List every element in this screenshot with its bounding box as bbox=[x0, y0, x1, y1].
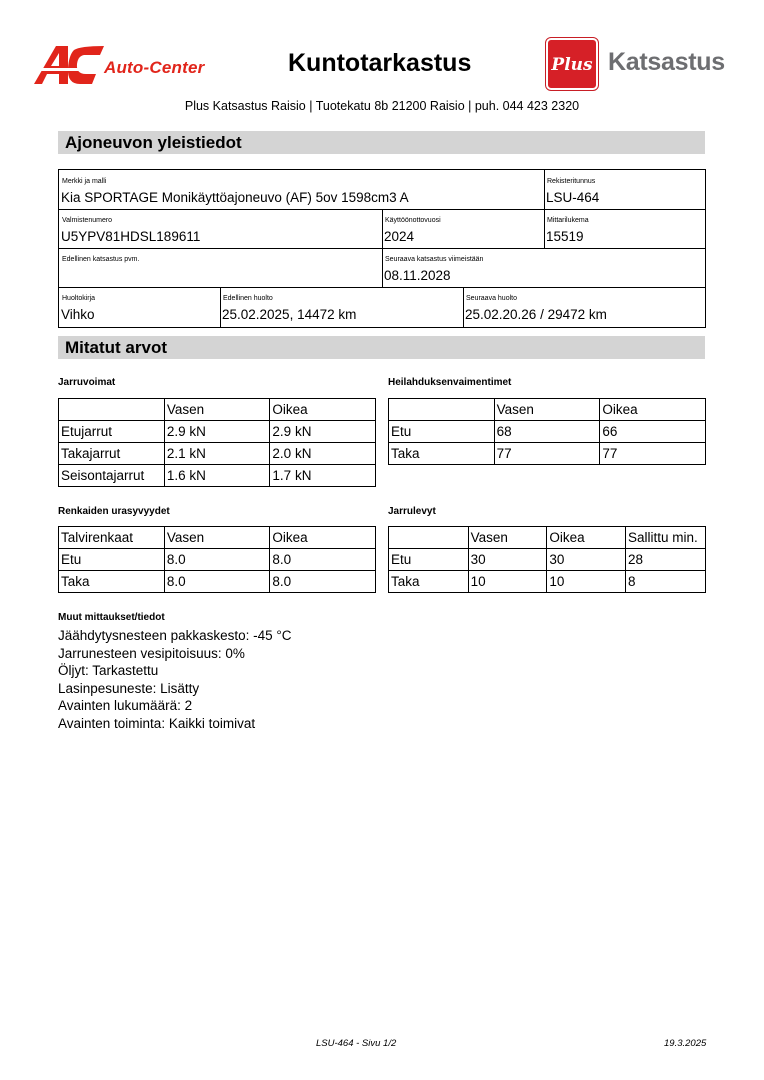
page-title: Kuntotarkastus bbox=[288, 49, 472, 77]
section-general-title: Ajoneuvon yleistiedot bbox=[58, 131, 705, 154]
table-row bbox=[59, 443, 376, 465]
auto-center-logo bbox=[34, 44, 224, 86]
table-cell: 10 bbox=[547, 571, 626, 593]
shocks-title: Heilahduksenvaimentimet bbox=[388, 377, 512, 388]
service-book-value: Vihko bbox=[61, 307, 95, 322]
table-header-cell: Vasen bbox=[468, 527, 547, 549]
table-cell: 8.0 bbox=[164, 549, 270, 571]
table-cell: Seisontajarrut bbox=[59, 465, 165, 487]
table-cell: 30 bbox=[468, 549, 547, 571]
table-cell: 2.1 kN bbox=[164, 443, 270, 465]
list-item: Jarrunesteen vesipitoisuus: 0% bbox=[58, 645, 245, 661]
footer-page-number: LSU-464 - Sivu 1/2 bbox=[316, 1038, 397, 1049]
table-header-row bbox=[389, 527, 706, 549]
table-header-cell bbox=[59, 399, 165, 421]
table-row bbox=[59, 465, 376, 487]
table-cell: 8.0 bbox=[270, 571, 376, 593]
vin-label: Valmistenumero bbox=[62, 217, 113, 224]
brakes-table bbox=[58, 398, 376, 487]
table-header-cell: Vasen bbox=[164, 399, 270, 421]
previous-service-label: Edellinen huolto bbox=[223, 295, 273, 302]
table-cell: 10 bbox=[468, 571, 547, 593]
table-row bbox=[389, 421, 706, 443]
vehicle-info-grid bbox=[58, 169, 706, 328]
table-cell: Taka bbox=[389, 443, 495, 465]
table-row bbox=[59, 571, 376, 593]
brakes-title: Jarruvoimat bbox=[58, 377, 116, 388]
table-cell: Etu bbox=[59, 549, 165, 571]
table-header-cell: Sallittu min. bbox=[626, 527, 706, 549]
plus-logo-text: Katsastus bbox=[608, 48, 725, 76]
next-inspection-value: 08.11.2028 bbox=[384, 268, 451, 283]
table-header-cell: Oikea bbox=[270, 399, 376, 421]
table-cell: Taka bbox=[389, 571, 469, 593]
table-row bbox=[59, 549, 376, 571]
table-cell: 66 bbox=[600, 421, 706, 443]
table-cell: 1.7 kN bbox=[270, 465, 376, 487]
odometer-label: Mittarilukema bbox=[547, 217, 589, 224]
table-header-cell: Talvirenkaat bbox=[59, 527, 165, 549]
make-model-value: Kia SPORTAGE Monikäyttöajoneuvo (AF) 5ov 1598cm3 A bbox=[61, 190, 409, 205]
misc-list bbox=[58, 627, 292, 732]
first-use-year-value: 2024 bbox=[384, 229, 415, 244]
previous-inspection-label: Edellinen katsastus pvm. bbox=[62, 256, 140, 263]
table-header-cell: Oikea bbox=[270, 527, 376, 549]
table-header-row bbox=[59, 399, 376, 421]
table-cell: 68 bbox=[494, 421, 600, 443]
table-header-cell: Oikea bbox=[547, 527, 626, 549]
table-cell: 2.0 kN bbox=[270, 443, 376, 465]
table-header-cell: Oikea bbox=[600, 399, 706, 421]
table-cell: 2.9 kN bbox=[270, 421, 376, 443]
auto-center-emblem-icon bbox=[34, 44, 108, 86]
table-cell: 1.6 kN bbox=[164, 465, 270, 487]
table-header-cell bbox=[389, 527, 469, 549]
station-address: Plus Katsastus Raisio | Tuotekatu 8b 21200 Raisio | puh. 044 423 2320 bbox=[184, 99, 580, 113]
table-header-row bbox=[59, 527, 376, 549]
table-header-cell: Vasen bbox=[494, 399, 600, 421]
table-cell: 30 bbox=[547, 549, 626, 571]
table-header-cell bbox=[389, 399, 495, 421]
first-use-year-label: Käyttöönottovuosi bbox=[385, 217, 441, 224]
auto-center-logo-text: Auto-Center bbox=[104, 58, 205, 77]
table-cell: 77 bbox=[600, 443, 706, 465]
list-item: Jäähdytysnesteen pakkaskesto: -45 °C bbox=[58, 628, 292, 643]
table-row bbox=[389, 571, 706, 593]
registration-label: Rekisteritunnus bbox=[547, 178, 596, 185]
vin-value: U5YPV81HDSL189611 bbox=[61, 229, 201, 244]
table-cell: 77 bbox=[494, 443, 600, 465]
table-cell: 28 bbox=[626, 549, 706, 571]
tires-table bbox=[58, 526, 376, 593]
table-cell: Etu bbox=[389, 549, 469, 571]
service-book-label: Huoltokirja bbox=[62, 295, 96, 302]
table-row bbox=[389, 549, 706, 571]
misc-title: Muut mittaukset/tiedot bbox=[58, 612, 165, 623]
list-item: Avainten lukumäärä: 2 bbox=[58, 698, 193, 713]
section-measurements-title: Mitatut arvot bbox=[58, 336, 705, 359]
tires-title: Renkaiden urasyvyydet bbox=[58, 506, 170, 517]
table-cell: 8 bbox=[626, 571, 706, 593]
registration-value: LSU-464 bbox=[546, 190, 600, 205]
plus-badge: Plus bbox=[546, 38, 598, 90]
next-service-value: 25.02.20.26 / 29472 km bbox=[465, 307, 607, 322]
discs-table bbox=[388, 526, 706, 593]
table-cell: 8.0 bbox=[164, 571, 270, 593]
discs-title: Jarrulevyt bbox=[388, 506, 436, 517]
next-service-label: Seuraava huolto bbox=[466, 295, 517, 302]
table-row bbox=[59, 421, 376, 443]
table-cell: 8.0 bbox=[270, 549, 376, 571]
table-cell: Etujarrut bbox=[59, 421, 165, 443]
footer-date: 19.3.2025 bbox=[664, 1038, 707, 1049]
table-cell: Etu bbox=[389, 421, 495, 443]
odometer-value: 15519 bbox=[546, 229, 584, 244]
list-item: Öljyt: Tarkastettu bbox=[58, 663, 159, 678]
make-model-label: Merkki ja malli bbox=[62, 178, 107, 185]
list-item: Avainten toiminta: Kaikki toimivat bbox=[58, 715, 256, 731]
next-inspection-label: Seuraava katsastus viimeistään bbox=[385, 256, 484, 263]
table-row bbox=[389, 443, 706, 465]
table-header-row bbox=[389, 399, 706, 421]
table-cell: Taka bbox=[59, 571, 165, 593]
table-cell: 2.9 kN bbox=[164, 421, 270, 443]
table-cell: Takajarrut bbox=[59, 443, 165, 465]
list-item: Lasinpesuneste: Lisätty bbox=[58, 680, 200, 696]
shocks-table bbox=[388, 398, 706, 465]
table-header-cell: Vasen bbox=[164, 527, 270, 549]
previous-service-value: 25.02.2025, 14472 km bbox=[222, 307, 357, 322]
plus-katsastus-logo bbox=[546, 38, 728, 90]
